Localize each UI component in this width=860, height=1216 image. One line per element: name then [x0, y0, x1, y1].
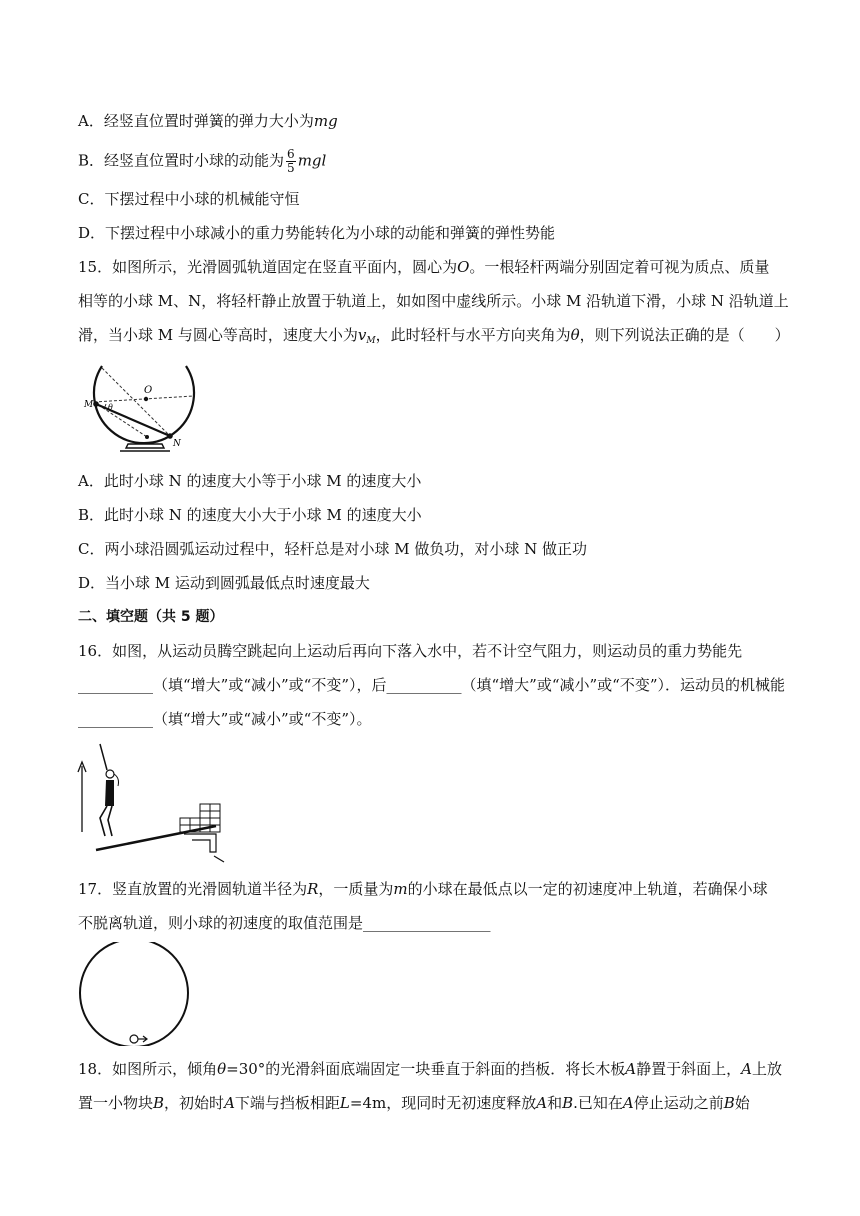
text: ，则下列说法正确的是（ ）: [579, 326, 790, 344]
fraction: [286, 148, 296, 175]
text: 下端与挡板相距: [234, 1094, 340, 1112]
q16-stem-line3: __________（填“增大”或“减小”或“不变”）。: [78, 710, 372, 728]
diver-head: [106, 770, 114, 778]
option-text: 下摆过程中小球的机械能守恒: [104, 190, 300, 208]
text: 的小球在最低点以一定的初速度冲上轨道，若确保小球: [407, 880, 768, 898]
support-foot: [214, 856, 224, 862]
math-symbol: m: [393, 880, 408, 898]
math-symbol: v: [357, 326, 367, 344]
math-symbol: A: [741, 1060, 752, 1078]
q17-stem-line1: [78, 878, 768, 900]
label-n: N: [173, 439, 181, 449]
math-expr: mgl: [297, 151, 327, 170]
text: ，初始时: [164, 1094, 225, 1112]
math-symbol: O: [457, 258, 470, 276]
q18-stem-line2: [78, 1092, 750, 1114]
math-symbol: B: [723, 1094, 735, 1112]
math-symbol: B: [153, 1094, 165, 1112]
ball-n: [167, 433, 173, 439]
ball-m: [93, 401, 99, 407]
option-text: 经竖直位置时弹簧的弹力大小为: [103, 112, 314, 130]
dashed-guide: [102, 368, 170, 436]
text: 停止运动之前: [633, 1094, 724, 1112]
option-label: C．: [78, 190, 105, 208]
q17-stem-line2: 不脱离轨道，则小球的初速度的取值范围是_________________: [78, 914, 491, 932]
diver-leg-right: [108, 806, 112, 836]
math-symbol: R: [307, 880, 319, 898]
text: 15．如图所示，光滑圆弧轨道固定在竖直平面内，圆心为: [78, 258, 458, 276]
text: ，此时轻杆与水平方向夹角为: [375, 326, 571, 344]
circle-track: [80, 942, 188, 1046]
math-symbol: θ: [217, 1060, 227, 1078]
q16-stem-line2: __________（填“增大”或“减小”或“不变”），后__________（填“增大”或“减小”或“不变”）．运动员的机械能: [78, 676, 786, 694]
math-symbol: A: [622, 1094, 634, 1112]
vertical-circle-figure: [76, 942, 192, 1046]
math-subscript: M: [366, 336, 376, 346]
diving-board: [96, 826, 216, 850]
option-text: 经竖直位置时小球的动能为: [104, 151, 285, 170]
diver-hair: [114, 774, 119, 786]
board-support: [184, 834, 216, 852]
q14-option-c: [78, 188, 300, 210]
diver-figure: [74, 740, 234, 864]
math-symbol: θ: [570, 326, 580, 344]
label-theta: θ: [108, 403, 113, 412]
text: .已知在: [573, 1094, 623, 1112]
q15-option-c: C．两小球沿圆弧运动过程中，轻杆总是对小球 M 做负功，对小球 N 做正功: [78, 540, 588, 558]
diver-arm: [100, 744, 107, 770]
center-o: [144, 397, 148, 401]
q15-stem-line1: [78, 256, 769, 278]
text: ，一质量为: [318, 880, 394, 898]
option-label: B．: [78, 151, 105, 170]
text: =4m，现同时无初速度释放: [349, 1094, 537, 1112]
label-m: M: [84, 400, 94, 410]
circular-track-figure: [82, 360, 206, 452]
track-base: [126, 444, 164, 448]
text: 上放: [752, 1060, 783, 1078]
text: 始: [734, 1094, 750, 1112]
q15-stem-line3: [78, 324, 790, 352]
option-label: D．: [78, 224, 106, 242]
section-title-fill-in: 二、填空题（共 5 题）: [78, 609, 224, 625]
math-symbol: A: [625, 1060, 637, 1078]
q18-stem-line1: [78, 1058, 782, 1080]
q14-option-b: [78, 148, 326, 175]
text: 17．竖直放置的光滑圆轨道半径为: [78, 880, 308, 898]
fraction-denominator: 5: [287, 161, 295, 175]
text: =30°的光滑斜面底端固定一块垂直于斜面的挡板．将长木板: [226, 1060, 626, 1078]
text: 滑，当小球 M 与圆心等高时，速度大小为: [78, 326, 358, 344]
q14-option-a: [78, 110, 338, 132]
math-symbol: B: [562, 1094, 574, 1112]
math-symbol: A: [536, 1094, 548, 1112]
q15-stem-line2: 相等的小球 M、N，将轻杆静止放置于轨道上，如如图中虚线所示。小球 M 沿轨道下滑，小球 N 沿轨道上: [78, 292, 789, 310]
stand-blocks: [180, 804, 220, 832]
option-label: A．: [78, 112, 104, 130]
math-symbol: A: [224, 1094, 235, 1112]
q15-option-a: A．此时小球 N 的速度大小等于小球 M 的速度大小: [78, 472, 422, 490]
text: 。一根轻杆两端分别固定着可视为质点、质量: [469, 258, 770, 276]
q15-option-b: B．此时小球 N 的速度大小大于小球 M 的速度大小: [78, 506, 422, 524]
text: 和: [547, 1094, 563, 1112]
label-o: O: [144, 385, 153, 396]
text: 18．如图所示，倾角: [78, 1060, 218, 1078]
initial-position-dot: [145, 435, 149, 439]
math-symbol: L: [339, 1094, 350, 1112]
q15-option-d: D．当小球 M 运动到圆弧最低点时速度最大: [78, 574, 370, 592]
q16-stem-line1: 16．如图，从运动员腾空跳起向上运动后再向下落入水中，若不计空气阻力，则运动员的重力势能先: [78, 642, 743, 660]
math-expr: mg: [313, 112, 338, 130]
small-ball: [130, 1035, 138, 1043]
option-text: 下摆过程中小球减小的重力势能转化为小球的动能和弹簧的弹性势能: [105, 224, 556, 242]
diver-body: [105, 780, 114, 806]
fraction-numerator: 6: [287, 147, 295, 161]
diver-leg-left: [100, 806, 107, 836]
text: 置一小物块: [78, 1094, 154, 1112]
text: 静置于斜面上，: [636, 1060, 742, 1078]
q14-option-d: [78, 222, 555, 244]
